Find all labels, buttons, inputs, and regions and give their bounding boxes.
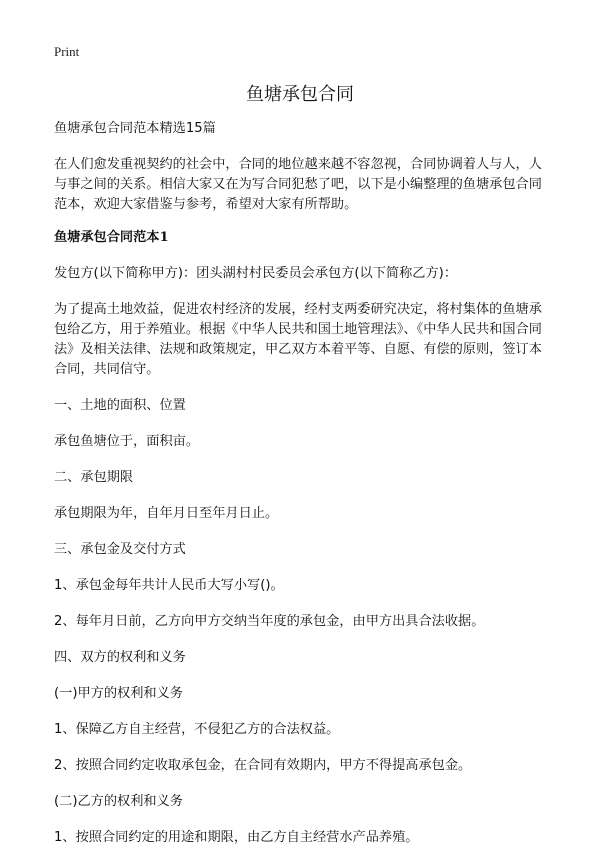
clause-heading-term: 二、承包期限 bbox=[54, 470, 134, 485]
clause-heading-payment: 三、承包金及交付方式 bbox=[54, 542, 186, 557]
clause-text-payment-2: 2、每年月日前，乙方向甲方交纳当年度的承包金，由甲方出具合法收据。 bbox=[54, 614, 485, 629]
clause-text-party-a-1: 1、保障乙方自主经营，不侵犯乙方的合法权益。 bbox=[54, 722, 340, 737]
clause-subheading-party-b: (二)乙方的权利和义务 bbox=[54, 794, 183, 809]
document-subtitle: 鱼塘承包合同范本精选15篇 bbox=[54, 121, 216, 136]
preamble-paragraph: 为了提高土地效益，促进农村经济的发展，经村支两委研究决定，将村集体的鱼塘承包给乙方，用于养殖业。根据《中华人民共和国土地管理法》、《中华人民共和国合同法》及相关法律、法规和政策规定，甲乙双方本着平等、自愿、有偿的原则，签订本合同，共同信守。 bbox=[54, 302, 542, 377]
clause-heading-land: 一、土地的面积、位置 bbox=[54, 398, 186, 413]
print-link[interactable]: Print bbox=[54, 44, 80, 59]
clause-subheading-party-a: (一)甲方的权利和义务 bbox=[54, 686, 183, 701]
intro-paragraph: 在人们愈发重视契约的社会中，合同的地位越来越不容忽视，合同协调着人与人，人与事之间的关系。相信大家又在为写合同犯愁了吧，以下是小编整理的鱼塘承包合同范本，欢迎大家借鉴与参考，希望对大家有所帮助。 bbox=[54, 157, 542, 212]
section-heading: 鱼塘承包合同范本1 bbox=[54, 230, 169, 245]
document-body bbox=[54, 119, 554, 848]
clause-text-party-a-2: 2、按照合同约定收取承包金，在合同有效期内，甲方不得提高承包金。 bbox=[54, 758, 472, 773]
clause-text-party-b-1: 1、按照合同约定的用途和期限，由乙方自主经营水产品养殖。 bbox=[54, 830, 419, 845]
clause-text-payment-1: 1、承包金每年共计人民币大写小写()。 bbox=[54, 578, 284, 593]
document-title: 鱼塘承包合同 bbox=[246, 84, 354, 105]
clause-heading-rights: 四、双方的权利和义务 bbox=[54, 650, 186, 665]
clause-text-term: 承包期限为年，自年月日至年月日止。 bbox=[54, 506, 279, 521]
parties-paragraph: 发包方(以下简称甲方)：团头湖村村民委员会承包方(以下简称乙方)： bbox=[54, 266, 458, 281]
clause-text-land: 承包鱼塘位于，面积亩。 bbox=[54, 434, 200, 449]
